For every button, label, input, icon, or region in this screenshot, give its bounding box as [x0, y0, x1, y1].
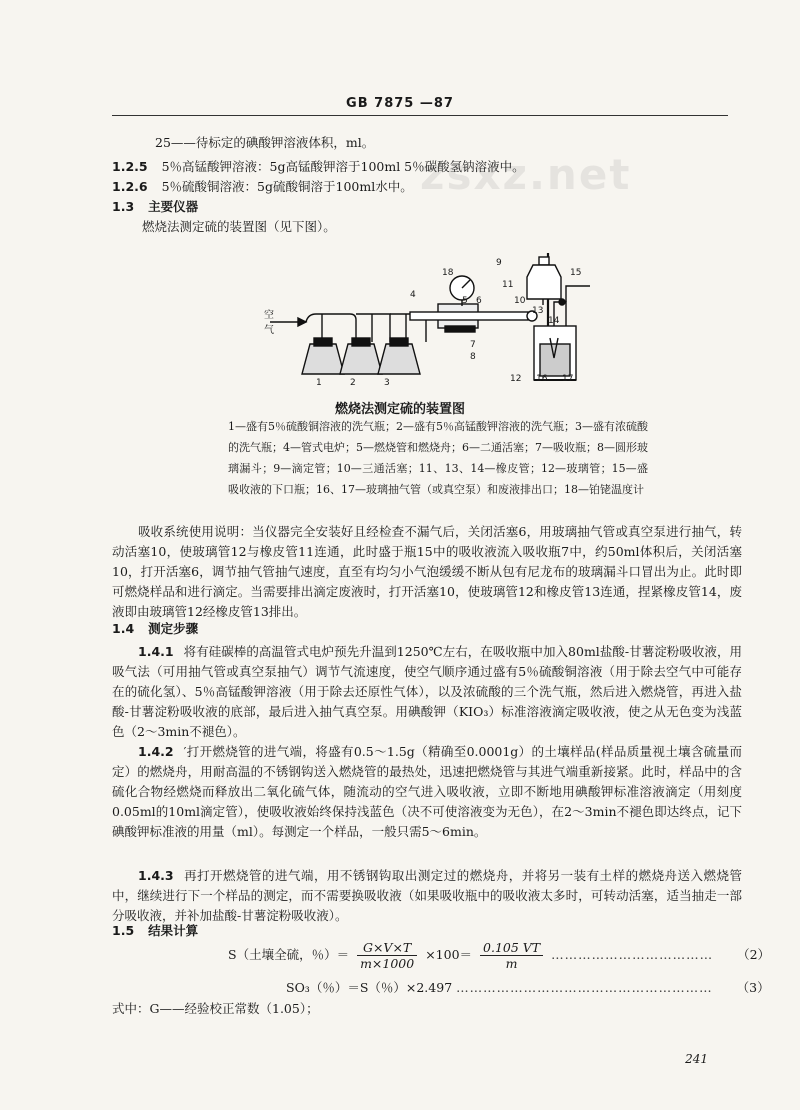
- reagent-bottle-15: [525, 255, 575, 305]
- label-11: 11: [502, 280, 514, 290]
- label-10: 10: [514, 296, 526, 306]
- header-rule: [112, 115, 728, 116]
- section-number: 1.4.1: [138, 644, 174, 659]
- label-13: 13: [532, 306, 544, 316]
- section-1-5: [112, 922, 198, 940]
- section-number: 1.2.6: [112, 179, 148, 194]
- label-17: 17: [562, 374, 574, 384]
- section-number: 1.4: [112, 621, 135, 636]
- section-1-2-6: [112, 178, 413, 196]
- section-text: 再打开燃烧管的进气端，用不锈钢钩取出测定过的燃烧舟，并将另一装有土样的燃烧舟送入燃烧管中，继续进行下一个样品的测定，而不需要换吸收液（如果吸收瓶中的吸收液太多时，可转动活塞，适当抽走一部分吸收液，并补加盐酸-甘薯淀粉吸收液）。: [112, 868, 742, 923]
- standard-header: GB 7875 —87: [346, 96, 454, 111]
- combustion-tube: [410, 312, 528, 320]
- page-number: 241: [685, 1052, 708, 1066]
- section-1-3-text: 燃烧法测定硫的装置图（见下图）。: [142, 219, 336, 234]
- paragraph: [112, 866, 742, 926]
- equation-number: （3）: [736, 980, 770, 995]
- air-label: 空气: [264, 310, 274, 336]
- section-number: 1.5: [112, 923, 135, 938]
- leader-dots: ………………………………: [551, 947, 714, 962]
- absorption-instructions: [112, 522, 742, 622]
- label-8: 8: [470, 352, 476, 362]
- section-1-4-1: [112, 642, 742, 742]
- wash-bottle-1: [302, 344, 344, 374]
- watermark: zsxz.net: [420, 150, 632, 199]
- formula-mid: ×100＝: [425, 947, 473, 962]
- section-number: 1.4.2: [138, 744, 174, 759]
- section-number: 1.4.3: [138, 868, 174, 883]
- section-text: 将有硅碳棒的高温管式电炉预先升温到1250℃左右，在吸收瓶中加入80ml盐酸-甘薯淀粉吸收液，用吸气法（可用抽气管或真空泵抽气）调节气流速度，使空气顺序通过盛有5％硫酸铜溶液（用于除去空气中可能存在的硫化氢）、5％高锰酸钾溶液（用于除去还原性气体），以及浓硫酸的三个洗气瓶，然后进入燃烧管，再进入盐酸-甘薯淀粉吸收液的底部，最后进入抽气真空泵。用碘酸钾（KIO₃）标准溶液滴定吸收液，使之从无色变为浅蓝色（2～3min不褪色）。: [112, 644, 742, 739]
- section-title: 结果计算: [148, 923, 199, 938]
- where-line: 式中：G——经验校正常数（1.05）；: [112, 1001, 319, 1016]
- label-15: 15: [570, 268, 582, 278]
- formula-lhs: S（土壤全硫，％）＝: [228, 947, 350, 962]
- figure-legend: 1—盛有5％硫酸铜溶液的洗气瓶；2—盛有5％高锰酸钾溶液的洗气瓶；3—盛有浓硫酸的洗气瓶；4—管式电炉；5—燃烧管和燃烧舟；6—二通活塞；7—吸收瓶；8—圆形玻璃漏斗；9—滴定管；10—三通活塞；11、13、14—橡皮管；12—玻璃管；15—盛吸收液的下口瓶；16、17—玻璃抽气管（或真空泵）和废液排出口；18—铂铑温度计: [228, 420, 648, 496]
- section-number: 1.2.5: [112, 159, 148, 174]
- numerator: G×V×T: [357, 940, 417, 956]
- section-1-4-3: [112, 866, 742, 926]
- label-3: 3: [384, 378, 390, 388]
- paragraph: 吸收系统使用说明：当仪器完全安装好且经检查不漏气后，关闭活塞6，用玻璃抽气管或真空泵进行抽气，转动活塞10，使玻璃管12与橡皮管11连通，此时盛于瓶15中的吸收液流入吸收瓶7中，约50ml体积后，关闭活塞10，打开活塞6，调节抽气管抽气速度，直至有均匀小气泡缓缓不断从包有尼龙布的玻璃漏斗口冒出为止。此时即可燃烧样品和进行滴定。当需要排出滴定废液时，打开活塞10，使玻璃管12和橡皮管13连通，捏紧橡皮管14，废液即由玻璃管12经橡皮管13排出。: [112, 524, 742, 619]
- section-title: 测定步骤: [148, 621, 199, 636]
- label-18: 18: [442, 268, 454, 278]
- label-12: 12: [510, 374, 522, 384]
- formula-text: SO₃（％）＝S（％）×2.497: [286, 980, 453, 995]
- formula-3: [286, 978, 770, 996]
- denominator: m×1000: [360, 956, 415, 971]
- denominator: m: [505, 956, 518, 971]
- formula-2: [228, 940, 770, 971]
- wash-bottle-3: [378, 344, 420, 374]
- section-number: 1.3: [112, 199, 135, 214]
- label-2: 2: [350, 378, 356, 388]
- paragraph: [112, 642, 742, 742]
- label-5: 5: [462, 296, 468, 306]
- label-16: 16: [536, 374, 548, 384]
- fraction-2: [480, 940, 543, 971]
- section-title: 主要仪器: [148, 199, 199, 214]
- label-1: 1: [316, 378, 322, 388]
- var-25-line: 25——待标定的碘酸钾溶液体积，ml。: [155, 135, 375, 150]
- label-7: 7: [470, 340, 476, 350]
- label-9: 9: [496, 258, 502, 268]
- section-1-3: [112, 198, 198, 216]
- section-1-2-5: [112, 158, 525, 176]
- figure-caption: 燃烧法测定硫的装置图: [334, 402, 465, 417]
- section-1-4: [112, 620, 198, 638]
- paragraph: [112, 742, 742, 842]
- section-1-4-2: [112, 742, 742, 842]
- fraction-1: [357, 940, 417, 971]
- numerator: 0.105 VT: [480, 940, 543, 956]
- label-6: 6: [476, 296, 482, 306]
- section-text: ′打开燃烧管的进气端，将盛有0.5～1.5g（精确至0.0001g）的土壤样品(样品质量视土壤含硫量而定）的燃烧舟，用耐高温的不锈钢钩送入燃烧管的最热处，迅速把燃烧管与其进气端重新接紧。此时，样品中的含硫化合物经燃烧而释放出二氧化硫气体，随流动的空气进入吸收液，立即不断地用碘酸钾标准溶液滴定（用刻度0.05ml的10ml滴定管），使吸收液始终保持浅蓝色（决不可使溶液变为无色），在2～3min不褪色即达终点，记下碘酸钾标准液的用量（ml）。每测定一个样品，一般只需5～6min。: [112, 744, 742, 839]
- label-4: 4: [410, 290, 416, 300]
- leader-dots: …………………………………………………: [456, 980, 713, 995]
- equation-number: （2）: [737, 947, 771, 962]
- label-14: 14: [548, 316, 560, 326]
- section-text: 5％高锰酸钾溶液：5g高锰酸钾溶于100ml 5％碳酸氢钠溶液中。: [161, 159, 525, 174]
- wash-bottle-2: [340, 344, 382, 374]
- section-text: 5％硫酸铜溶液：5g硫酸铜溶于100ml水中。: [161, 179, 413, 194]
